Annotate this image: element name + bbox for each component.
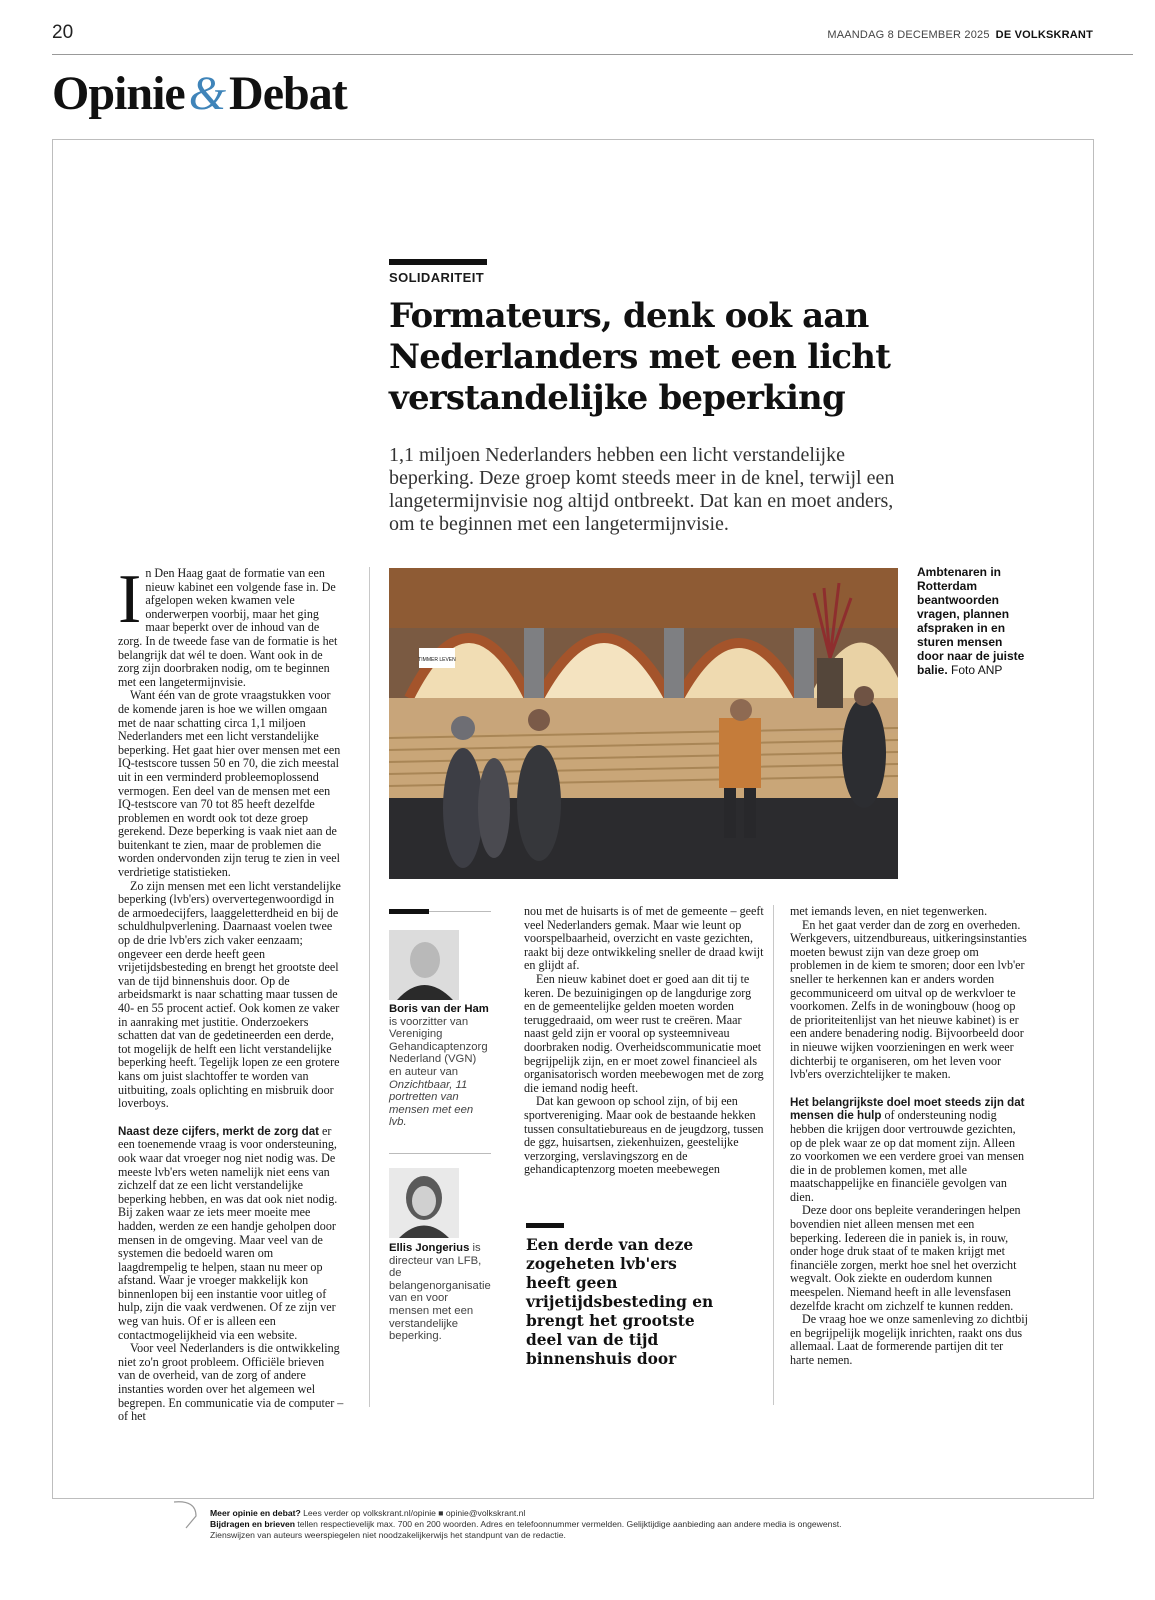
section-title-part2: Debat [229, 67, 347, 120]
column-rule [773, 905, 774, 1405]
paragraph: Voor veel Nederlanders is die ontwikkeling niet zo'n groot probleem. Officiële brieven van de overheid, van de zorg of andere instanties worden over het algemeen wel begrepen. En communicatie via de computer – of het [118, 1341, 344, 1424]
paragraph [118, 561, 344, 689]
paragraph: Zo zijn mensen met een licht verstandelijke beperking (lvb'ers) oververtegenwoordigd in de armoedecijfers, laaggeletterdheid en bij de schuldhulpverlening. Daarnaast voelen twee op de drie lvb'ers zich vaker eenzaam; ongeveer een derde heeft geen vrijetijdsbesteding en brengt het grootste deel van de tijd binnenshuis door. Op de arbeidsmarkt is naar schatting maar tussen de 40- en 55 procent actief. Ook komen ze vaker in aanraking met justitie. Onderzoekers schatten dat van de gedetineerden een derde, tot mogelijk de helft een licht verstandelijke beperking heeft. Tegelijk lopen ze een grotere kans om juist slachtoffer te worden van uitbuiting, zoals oplichting en misbruik door loverboys. [118, 878, 341, 1111]
section-title-part1: Opinie [52, 67, 185, 120]
paragraph: Dat kan gewoon op school zijn, of bij een sportvereniging. Maar ook de bestaande hekken tussen consultatiebureaus en de jeugdzorg, tussen de ggz, huisartsen, ziekenhuizen, geestelijke verzorging, verslavingszorg en de gehandicaptenzorg moeten meebewegen [524, 1094, 764, 1177]
page-number: 20 [52, 22, 74, 43]
article-kicker: SOLIDARITEIT [389, 270, 485, 285]
article-column-1 [118, 561, 344, 1424]
photo-illustration [389, 568, 898, 879]
author-section-bar [389, 909, 429, 914]
pull-quote: Een derde van deze zogeheten lvb'ers heeft geen vrijetijdsbesteding en brengt het grootste deel van de tijd binnenshuis door [526, 1236, 714, 1368]
article-column-4 [790, 905, 1028, 1368]
article-photo [389, 568, 898, 879]
subheading: Naast deze cijfers, merkt de zorg dat [118, 1124, 320, 1138]
avatar [389, 1168, 459, 1238]
paragraph: En het gaat verder dan de zorg en overheden. Werkgevers, uitzendbureaus, uitkeringsinstanties moeten bewust zijn van deze groep om problemen in de kiem te smoren; door een lvb'er sneller te herkennen kan er anders worden gecommuniceerd om uitval op de werkvloer te voorkomen. Zelfs in de woningbouw (hoog op de prioriteitenlijst van het nieuwe kabinet) is er een andere benadering nodig. Bijvoorbeeld door in nieuwe wijken voorzieningen en werk weer dichterbij te organiseren, om het leven voor lvb'ers overzichtelijker te maken. [790, 917, 1027, 1082]
section-title [52, 66, 347, 121]
author-portrait [389, 930, 459, 1000]
issue-date: MAANDAG 8 DECEMBER 2025 [827, 29, 990, 41]
column-rule [369, 567, 370, 1407]
footer-disclaimer: Zienswijzen van auteurs weerspiegelen niet noodzakelijkerwijs het standpunt van de redactie. [210, 1530, 566, 1540]
paragraph: Een nieuw kabinet doet er goed aan dit tij te keren. De bezuinigingen op de langdurige zorg en de gemeentelijke gelden moeten worden teruggedraaid, om weer rust te creëren. Maar naast geld zijn er vooral op systeemniveau doorbraken nodig. Overheidscommunicatie moet begrijpelijk zijn, en er moet zowel financieel als organisatorisch worden meebewogen met de zorg die iemand nodig heeft. [524, 971, 764, 1095]
article-headline: Formateurs, denk ook aan Nederlanders met een licht verstandelijke beperking [389, 296, 891, 418]
caption-text: Ambtenaren in Rotterdam beantwoorden vragen, plannen afspraken in en sturen mensen door naar de juiste balie. [917, 565, 1025, 677]
author-bio-text: is voorzitter van Vereniging Gehandicaptenzorg Nederland (VGN) en auteur van [389, 1015, 488, 1078]
drop-cap: I [118, 561, 142, 638]
kicker-bar [389, 259, 487, 265]
article-lead: 1,1 miljoen Nederlanders hebben een licht verstandelijke beperking. Deze groep komt steeds meer in de knel, terwijl een langetermijnvisie nog altijd ontbreekt. Dat kan en moet anders, om te beginnen met een langetermijnvisie. [389, 444, 895, 535]
author-separator [389, 1153, 491, 1154]
footer-label: Bijdragen en brieven [210, 1519, 296, 1529]
subheading: Het belangrijkste doel moet steeds zijn dat mensen die hulp [790, 1095, 1025, 1123]
paragraph: Want één van de grote vraagstukken voor de komende jaren is hoe we willen omgaan met de naar schatting circa 1,1 miljoen Nederlanders met een licht verstandelijke beperking. Het gaat hier over mensen met een IQ-testscore tussen 50 en 70, die zich meestal uit in een verminderd probleemoplossend vermogen. Een deel van de mensen met een IQ-testscore van 70 tot 85 heeft dezelfde problemen en wordt ook tot deze groep gerekend. Deze beperking is vaak niet aan de buitenkant te zien, maar de problemen die worden ondervonden zijn terug te zien in veel verdrietige statistieken. [118, 688, 341, 880]
footer-line [210, 1508, 1110, 1519]
header-dateline [827, 29, 1093, 41]
author-name: Ellis Jongerius [389, 1242, 470, 1254]
footer-text: tellen respectievelijk max. 700 en 200 woorden. Adres en telefoonnummer vermelden. Gelijktijdige aanbieding aan andere media is ongewenst. [295, 1519, 842, 1529]
paragraph [118, 1125, 344, 1343]
paragraph: nou met de huisarts is of met de gemeente – geeft veel Nederlanders gemak. Maar wie leunt op voorspelbaarheid, overzicht en vaste gezichten, raakt bij deze ontwikkeling sneller de draad kwijt en glijdt af. [524, 904, 764, 973]
article-column-3 [524, 905, 764, 1177]
paragraph: De vraag hoe we onze samenleving zo dichtbij en begrijpelijk mogelijk inrichten, raakt ons dus allemaal. Laat de formerende partijen dit ter harte nemen. [790, 1312, 1029, 1367]
avatar [389, 930, 459, 1000]
photo-credit: Foto ANP [947, 663, 1003, 677]
paragraph-text: er een toenemende vraag is voor ondersteuning, ook waar dat vroeger nog niet nodig was. De meeste lvb'ers weten namelijk niet eens van zichzelf dat ze een licht verstandelijke beperking hebben, en was dat ook niet nodig. Bij zaken waar ze iets meer moeite mee hadden, werden ze een handje geholpen door mensen in de omgeving. Maar veel van de systemen die bedoeld waren om laagdrempelig te helpen, staan nu meer op afstand. Waar je vroeger makkelijk kon binnenlopen bij een instantie voor uitleg of hulp, zijn die vaak verdwenen. Of ze zijn ver weg van huis. Of er is alleen een contactmogelijkheid via een website. [118, 1123, 338, 1342]
publication-name: DE VOLKSKRANT [995, 29, 1093, 41]
page-footer [210, 1508, 1110, 1541]
author-name: Boris van der Ham [389, 1003, 489, 1015]
author-bio [389, 1242, 489, 1343]
section-title-ampersand: & [188, 67, 226, 120]
paragraph-text: n Den Haag gaat de formatie van een nieuw kabinet een volgende fase in. De afgelopen weken kwamen vele onderwerpen voorbij, maar het ging maar beperkt over de inhoud van de zorg. In de tweede fase van de formatie is het belangrijk dat wél te doen. Want ook in de zorg zijn doorbraken nodig, om te beginnen met een langetermijnvisie. [118, 566, 338, 689]
paragraph-text: of ondersteuning nodig hebben die krijgen door vertrouwde gezichten, op de plek waar ze op dat moment zijn. Alleen zo voorkomen we een verdere groei van mensen die in de problemen komen, met alle maatschappelijke en financiële gevolgen van dien. [790, 1108, 1025, 1204]
header-rule [52, 54, 1133, 55]
author-portrait [389, 1168, 459, 1238]
footer-label: Meer opinie en debat? [210, 1508, 301, 1518]
paragraph [790, 1096, 1028, 1205]
footer-line [210, 1519, 1110, 1530]
footer-text: Lees verder op volkskrant.nl/opinie ■ opinie@volkskrant.nl [300, 1508, 526, 1518]
photo-sign-text: TIMMER LEVEN [418, 657, 456, 663]
author-section-rule [429, 911, 491, 912]
author-bio [389, 1003, 489, 1129]
paragraph: Deze door ons bepleite veranderingen helpen bovendien niet alleen mensen met een beperking. Iedereen die in paniek is, in rouw, onder hoge druk staat of te maken krijgt met financiële zorgen, merkt hoe snel het overzicht wegvalt. Ook ziekte en ouderdom kunnen meespelen. Niemand heeft in alle levensfasen dezelfde kracht om zichzelf te kunnen redden. [790, 1203, 1021, 1313]
speech-bubble-icon [172, 1500, 206, 1530]
author-book-title: Onzichtbaar, 11 portretten van mensen met een lvb. [389, 1078, 474, 1129]
photo-caption [917, 565, 1027, 677]
pull-quote-bar [526, 1223, 564, 1228]
paragraph: met iemands leven, en niet tegenwerken. [790, 904, 988, 918]
author-bio-text: is directeur van LFB, de belangenorganisatie van en voor mensen met een verstandelijke beperking. [389, 1242, 491, 1343]
